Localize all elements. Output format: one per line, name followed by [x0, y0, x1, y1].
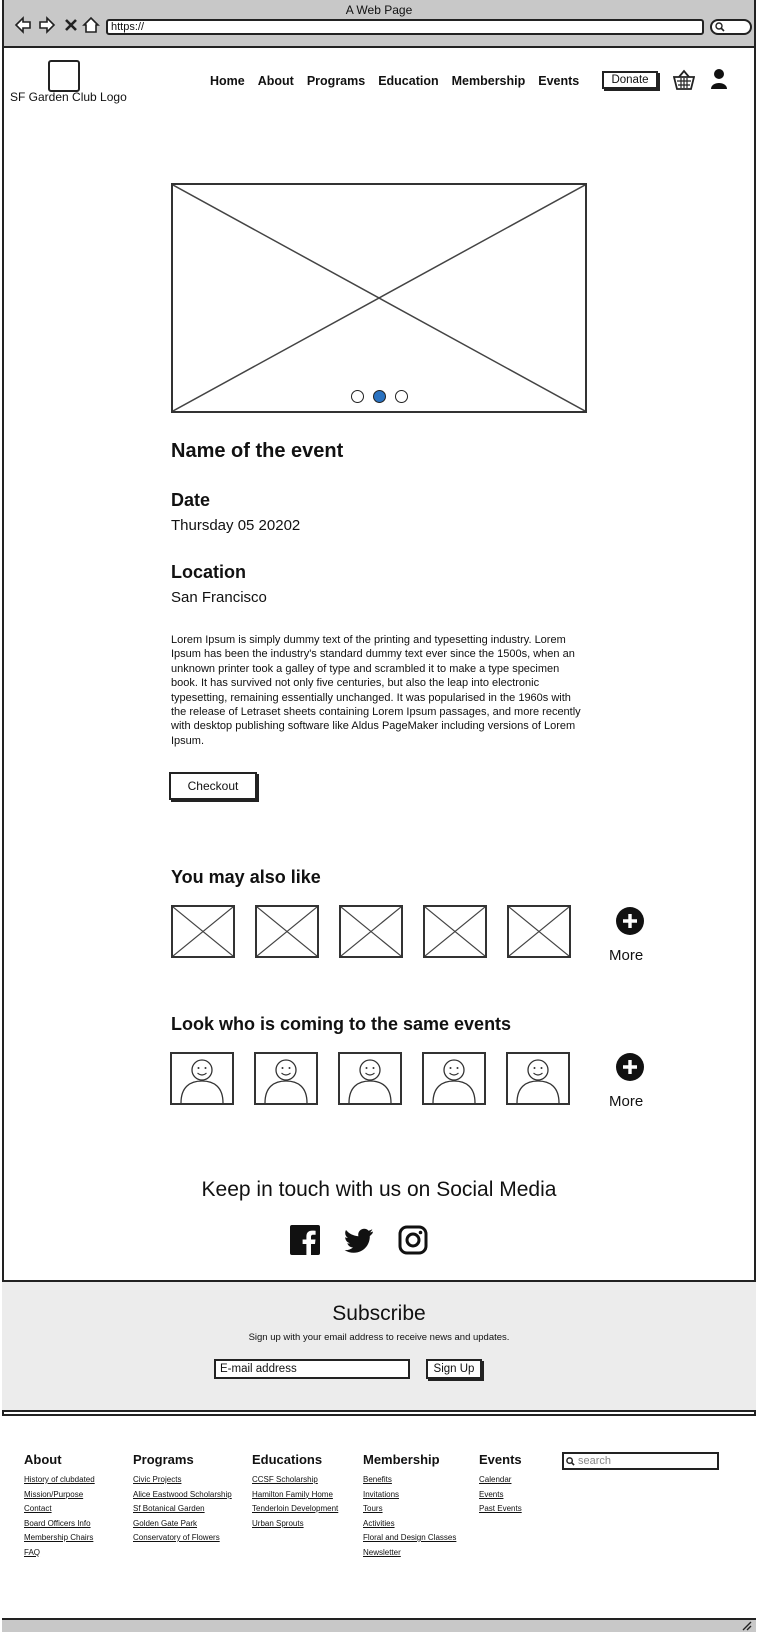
- social-links: [290, 1225, 428, 1255]
- also-like-list: [171, 905, 571, 958]
- footer-link[interactable]: Conservatory of Flowers: [133, 1533, 220, 1542]
- footer-link[interactable]: Activities: [363, 1518, 395, 1528]
- browser-title: A Web Page: [345, 3, 413, 17]
- footer-link[interactable]: Mission/Purpose: [24, 1489, 84, 1499]
- footer-link[interactable]: Benefits: [363, 1475, 392, 1484]
- footer-column-about: [24, 1452, 95, 1560]
- footer-link[interactable]: Membership Chairs: [24, 1533, 94, 1542]
- footer-heading: Events: [479, 1452, 522, 1467]
- footer-link[interactable]: Tours: [363, 1504, 383, 1513]
- footer-link[interactable]: Alice Eastwood Scholarship: [133, 1489, 232, 1499]
- attendee-avatar[interactable]: [254, 1052, 318, 1105]
- logo-text: SF Garden Club Logo: [10, 90, 127, 104]
- attendees-heading: Look who is coming to the same events: [171, 1014, 512, 1034]
- resize-handle-icon[interactable]: [742, 1621, 752, 1631]
- footer-heading: Programs: [133, 1452, 194, 1467]
- footer-link[interactable]: Contact: [24, 1504, 52, 1513]
- image-placeholder: [509, 907, 569, 956]
- forward-arrow-icon[interactable]: [38, 16, 56, 34]
- sign-up-button[interactable]: Sign Up: [426, 1359, 482, 1379]
- attendee-avatar[interactable]: [338, 1052, 402, 1105]
- attendee-avatar[interactable]: [506, 1052, 570, 1105]
- event-description: Lorem Ipsum is simply dummy text of the printing and typesetting industry. Lorem Ipsum has been the industry's standard dummy text ever since the 1500s, when an unknown printer took a galley of type and scrambled it to make a type specimen book. It has survived not only five centuries, but also the leap into electronic typesetting, remaining essentially unchanged. It was popularised in the 1960s with the release of Letraset sheets containing Lorem Ipsum passages, and more recently with desktop publishing software like Aldus PageMaker including versions of Lorem Ipsum.: [171, 634, 581, 747]
- main-nav: [210, 74, 592, 88]
- image-placeholder: [257, 907, 317, 956]
- facebook-icon[interactable]: [290, 1225, 320, 1255]
- suggested-event[interactable]: [423, 905, 487, 958]
- person-icon: [340, 1054, 400, 1103]
- browser-bar: [2, 0, 756, 48]
- footer-link[interactable]: FAQ: [24, 1547, 41, 1557]
- suggested-event[interactable]: [507, 905, 571, 958]
- date-value: Thursday 05 20202: [171, 517, 301, 534]
- footer-link[interactable]: History of clubdated: [24, 1475, 95, 1484]
- subscribe-text: Sign up with your email address to receive news and updates.: [248, 1332, 510, 1343]
- instagram-icon[interactable]: [398, 1225, 428, 1255]
- nav-programs[interactable]: Programs: [306, 74, 366, 88]
- footer-link[interactable]: CCSF Scholarship: [252, 1475, 318, 1484]
- checkout-button[interactable]: Checkout: [169, 772, 257, 800]
- browser-status-bar: [2, 1618, 756, 1632]
- footer-column-membership: [363, 1452, 456, 1560]
- footer-search-input[interactable]: [562, 1452, 719, 1470]
- home-icon[interactable]: [82, 16, 100, 34]
- footer-column-programs: [133, 1452, 232, 1546]
- carousel-dot[interactable]: [351, 390, 364, 403]
- footer-link[interactable]: Past Events: [479, 1504, 522, 1513]
- search-icon: [715, 22, 725, 32]
- location-label: Location: [171, 562, 246, 582]
- basket-icon[interactable]: [673, 69, 695, 91]
- footer-heading: About: [24, 1452, 62, 1467]
- image-placeholder: [425, 907, 485, 956]
- social-heading: Keep in touch with us on Social Media: [201, 1178, 557, 1201]
- person-icon: [424, 1054, 484, 1103]
- carousel-dot[interactable]: [395, 390, 408, 403]
- person-icon: [508, 1054, 568, 1103]
- attendee-avatar[interactable]: [422, 1052, 486, 1105]
- attendee-avatar[interactable]: [170, 1052, 234, 1105]
- location-value: San Francisco: [171, 589, 267, 606]
- nav-membership[interactable]: Membership: [451, 74, 526, 88]
- footer-link[interactable]: Civic Projects: [133, 1475, 182, 1484]
- attendees-list: [170, 1052, 570, 1105]
- search-icon: [566, 1457, 575, 1466]
- url-input[interactable]: https://: [106, 19, 704, 35]
- footer-link[interactable]: Sf Botanical Garden: [133, 1504, 205, 1513]
- nav-events[interactable]: Events: [538, 74, 580, 88]
- back-arrow-icon[interactable]: [14, 16, 32, 34]
- subscribe-section: [2, 1280, 756, 1412]
- suggested-event[interactable]: [255, 905, 319, 958]
- footer-heading: Membership: [363, 1452, 440, 1467]
- footer-link[interactable]: Newsletter: [363, 1547, 401, 1557]
- more-suggestions-link[interactable]: More: [609, 947, 644, 964]
- also-like-heading: You may also like: [171, 867, 321, 887]
- twitter-icon[interactable]: [344, 1225, 374, 1255]
- event-title: Name of the event: [171, 440, 344, 462]
- plus-circle-icon[interactable]: [616, 1053, 644, 1081]
- footer-link[interactable]: Calendar: [479, 1475, 512, 1484]
- footer-link[interactable]: Invitations: [363, 1489, 400, 1499]
- footer: [2, 1414, 756, 1618]
- footer-search-placeholder: search: [578, 1455, 612, 1467]
- event-image-carousel[interactable]: [171, 183, 587, 413]
- email-input[interactable]: E-mail address: [214, 1359, 410, 1379]
- suggested-event[interactable]: [171, 905, 235, 958]
- browser-search[interactable]: [710, 19, 752, 35]
- footer-link[interactable]: Events: [479, 1489, 504, 1499]
- nav-home[interactable]: Home: [210, 74, 245, 88]
- carousel-dots: [173, 390, 585, 403]
- more-attendees-link[interactable]: More: [609, 1093, 644, 1110]
- carousel-dot[interactable]: [373, 390, 386, 403]
- footer-link[interactable]: Hamilton Family Home: [252, 1489, 333, 1499]
- plus-circle-icon[interactable]: [616, 907, 644, 935]
- subscribe-heading: Subscribe: [332, 1302, 426, 1325]
- date-label: Date: [171, 490, 211, 510]
- footer-link[interactable]: Urban Sprouts: [252, 1518, 304, 1528]
- footer-column-educations: [252, 1452, 338, 1531]
- image-placeholder: [341, 907, 401, 956]
- logo-image[interactable]: [48, 60, 80, 92]
- footer-heading: Educations: [252, 1452, 323, 1467]
- close-icon[interactable]: [62, 16, 80, 34]
- footer-link[interactable]: Board Officers Info: [24, 1518, 91, 1528]
- person-icon: [256, 1054, 316, 1103]
- image-placeholder: [173, 185, 585, 411]
- user-icon[interactable]: [710, 68, 728, 90]
- person-icon: [172, 1054, 232, 1103]
- nav-education[interactable]: Education: [378, 74, 439, 88]
- footer-link[interactable]: Golden Gate Park: [133, 1518, 198, 1528]
- footer-link[interactable]: Tenderloin Development: [252, 1504, 339, 1513]
- footer-column-events: [479, 1452, 522, 1517]
- footer-link[interactable]: Floral and Design Classes: [363, 1533, 457, 1542]
- suggested-event[interactable]: [339, 905, 403, 958]
- donate-button[interactable]: Donate: [602, 71, 658, 89]
- nav-about[interactable]: About: [257, 74, 294, 88]
- image-placeholder: [173, 907, 233, 956]
